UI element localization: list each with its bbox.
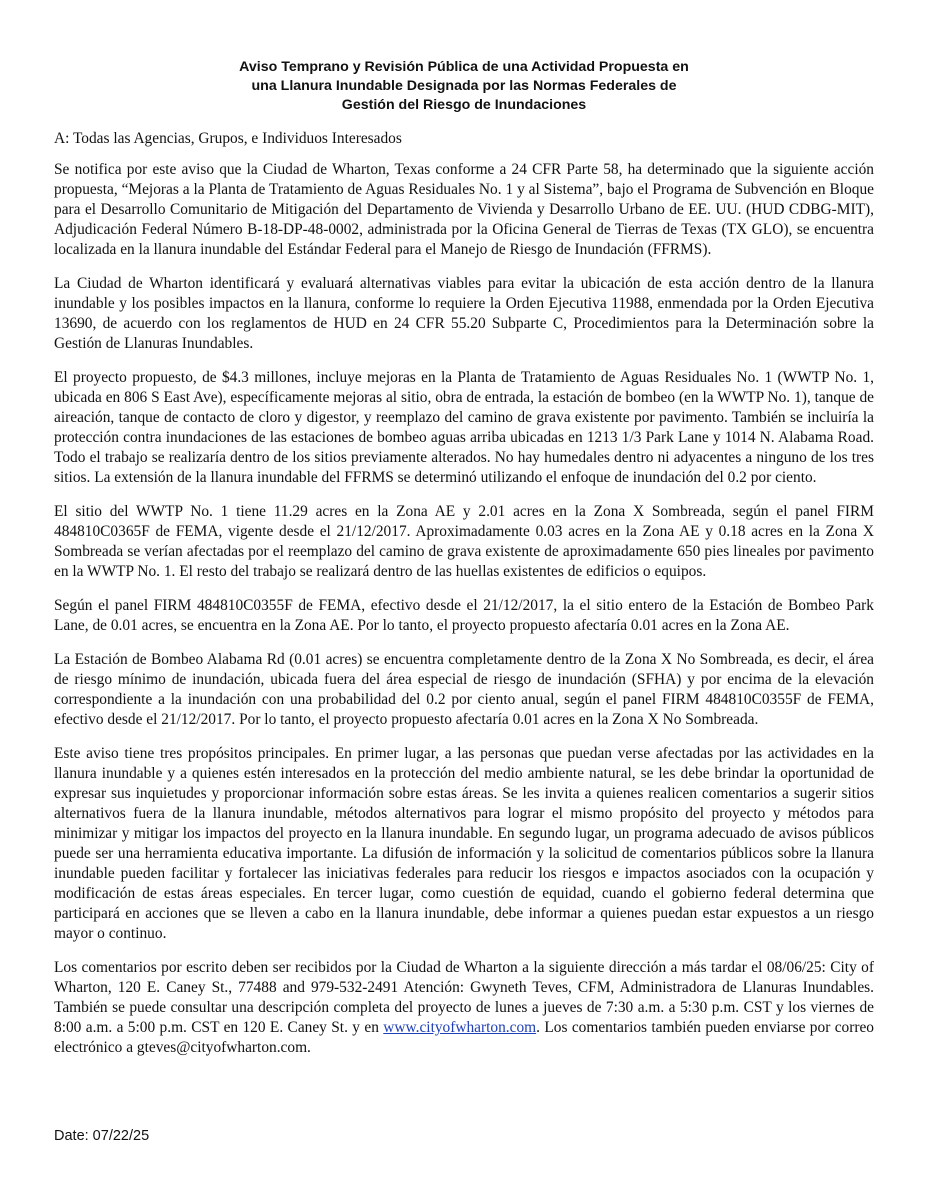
paragraph-alternatives: La Ciudad de Wharton identificará y evaluará alternativas viables para evitar la ubicación de esta acción dentro de la llanura inundable y los posibles impactos en la llanura, conforme lo requiere la Orden Ejecutiva 11988, enmendada por la Orden Ejecutiva 13690, de acuerdo con los reglamentos de HUD en 24 CFR 55.20 Subparte C, Procedimientos para la Determinación sobre la Gestión de Llanuras Inundables. bbox=[54, 275, 874, 352]
notice-title bbox=[54, 58, 874, 115]
title-line-1: Aviso Temprano y Revisión Pública de una Actividad Propuesta en bbox=[239, 59, 689, 75]
paragraph-alabama-station: La Estación de Bombeo Alabama Rd (0.01 acres) se encuentra completamente dentro de la Zona X No Sombreada, es decir, el área de riesgo mínimo de inundación, ubicada fuera del área especial de riesgo de inundación (SFHA) y por encima de la elevación correspondiente a la inundación con una probabilidad del 0.2 por ciento anual, según el panel FIRM 484810C0355F de FEMA, efectivo desde el 21/12/2017. Por lo tanto, el proyecto propuesto afectaría 0.01 acres en la Zona X No Sombreada. bbox=[54, 651, 874, 728]
paragraph-purposes: Este aviso tiene tres propósitos principales. En primer lugar, a las personas que puedan verse afectadas por las actividades en la llanura inundable y a quienes estén interesados en la protección del medio ambiente natural, se les debe brindar la oportunidad de expresar sus inquietudes y proporcionar información sobre estas áreas. Se les invita a quienes realicen comentarios a sugerir sitios alternativos fuera de la llanura inundable, métodos alternativos para lograr el mismo propósito del proyecto y métodos para minimizar y mitigar los impactos del proyecto en la llanura inundable. En segundo lugar, un programa adecuado de avisos públicos puede ser una herramienta educativa importante. La difusión de información y la solicitud de comentarios públicos sobre la llanura inundable pueden facilitar y fortalecer las iniciativas federales para reducir los riesgos e impactos asociados con la ocupación y modificación de estas áreas especiales. En tercer lugar, como cuestión de equidad, cuando el gobierno federal determina que participará en acciones que se lleven a cabo en la llanura inundable, debe informar a quienes puedan estar expuestos a un riesgo mayor o continuo. bbox=[54, 745, 874, 942]
paragraph-comments bbox=[54, 958, 874, 1058]
paragraph-notification: Se notifica por este aviso que la Ciudad de Wharton, Texas conforme a 24 CFR Parte 58, ha determinado que la siguiente acción propuesta, “Mejoras a la Planta de Tratamiento de Aguas Residuales No. 1 y al Sistema”, bajo el Programa de Subvención en Bloque para el Desarrollo Comunitario de Mitigación del Departamento de Vivienda y Desarrollo Urbano de EE. UU. (HUD CDBG-MIT), Adjudicación Federal Número B-18-DP-48-0002, administrada por la Oficina General de Tierras de Texas (TX GLO), se encuentra localizada en la llanura inundable del Estándar Federal para el Manejo de Riesgo de Inundación (FFRMS). bbox=[54, 161, 874, 258]
city-website-link[interactable]: www.cityofwharton.com bbox=[383, 1019, 537, 1036]
paragraph-project-description: El proyecto propuesto, de $4.3 millones, incluye mejoras en la Planta de Tratamiento de Aguas Residuales No. 1 (WWTP No. 1, ubicada en 806 S East Ave), específicamente mejoras al sitio, obra de entrada, la estación de bombeo (en la WWTP No. 1), tanque de aireación, tanque de contacto de cloro y digestor, y reemplazo del camino de grava existente por pavimento. También se incluiría la protección contra inundaciones de las estaciones de bombeo aguas arriba ubicadas en 1213 1/3 Park Lane y 1014 N. Alabama Road. Todo el trabajo se realizaría dentro de los sitios previamente alterados. No hay humedales dentro ni adyacentes a ninguno de los tres sitios. La extensión de la llanura inundable del FFRMS se determinó utilizando el enfoque de inundación del 0.2 por ciento. bbox=[54, 369, 874, 486]
title-line-2: una Llanura Inundable Designada por las Normas Federales de bbox=[251, 78, 677, 94]
notice-document bbox=[54, 58, 874, 1072]
comments-text-end: . Los comentarios también pueden enviarse por correo electrónico a gteves@cityofwharton.com. bbox=[54, 1019, 874, 1056]
title-line-3: Gestión del Riesgo de Inundaciones bbox=[341, 97, 587, 113]
comments-text: Los comentarios por escrito deben ser recibidos por la Ciudad de Wharton a la siguiente dirección a más tardar el 08/06/25: City of Wharton, 120 E. Caney St., 77488 and 979-532-2491 Atención: Gwyneth Teves, CFM, Administradora de Llanuras Inundables. También se puede consultar una descripción completa del proyecto de lunes a jueves de 7:30 a.m. a 5:30 p.m. CST y los viernes de 8:00 a.m. a 5:00 p.m. CST en 120 E. Caney St. y en bbox=[54, 959, 874, 1036]
notice-date: Date: 07/22/25 bbox=[54, 1128, 150, 1144]
paragraph-park-lane-station: Según el panel FIRM 484810C0355F de FEMA, efectivo desde el 21/12/2017, la el sitio entero de la Estación de Bombeo Park Lane, de 0.01 acres, se encuentra en la Zona AE. Por lo tanto, el proyecto propuesto afectaría 0.01 acres en la Zona AE. bbox=[54, 597, 874, 634]
salutation: A: Todas las Agencias, Grupos, e Individuos Interesados bbox=[54, 130, 402, 147]
paragraph-wwtp-site: El sitio del WWTP No. 1 tiene 11.29 acres en la Zona AE y 2.01 acres en la Zona X Sombreada, según el panel FIRM 484810C0365F de FEMA, vigente desde el 21/12/2017. Aproximadamente 0.03 acres en la Zona AE y 0.18 acres en la Zona X Sombreada se verían afectadas por el reemplazo del camino de grava existente de aproximadamente 650 pies lineales por pavimento en la WWTP No. 1. El resto del trabajo se realizará dentro de las huellas existentes de edificios o equipos. bbox=[54, 503, 874, 580]
